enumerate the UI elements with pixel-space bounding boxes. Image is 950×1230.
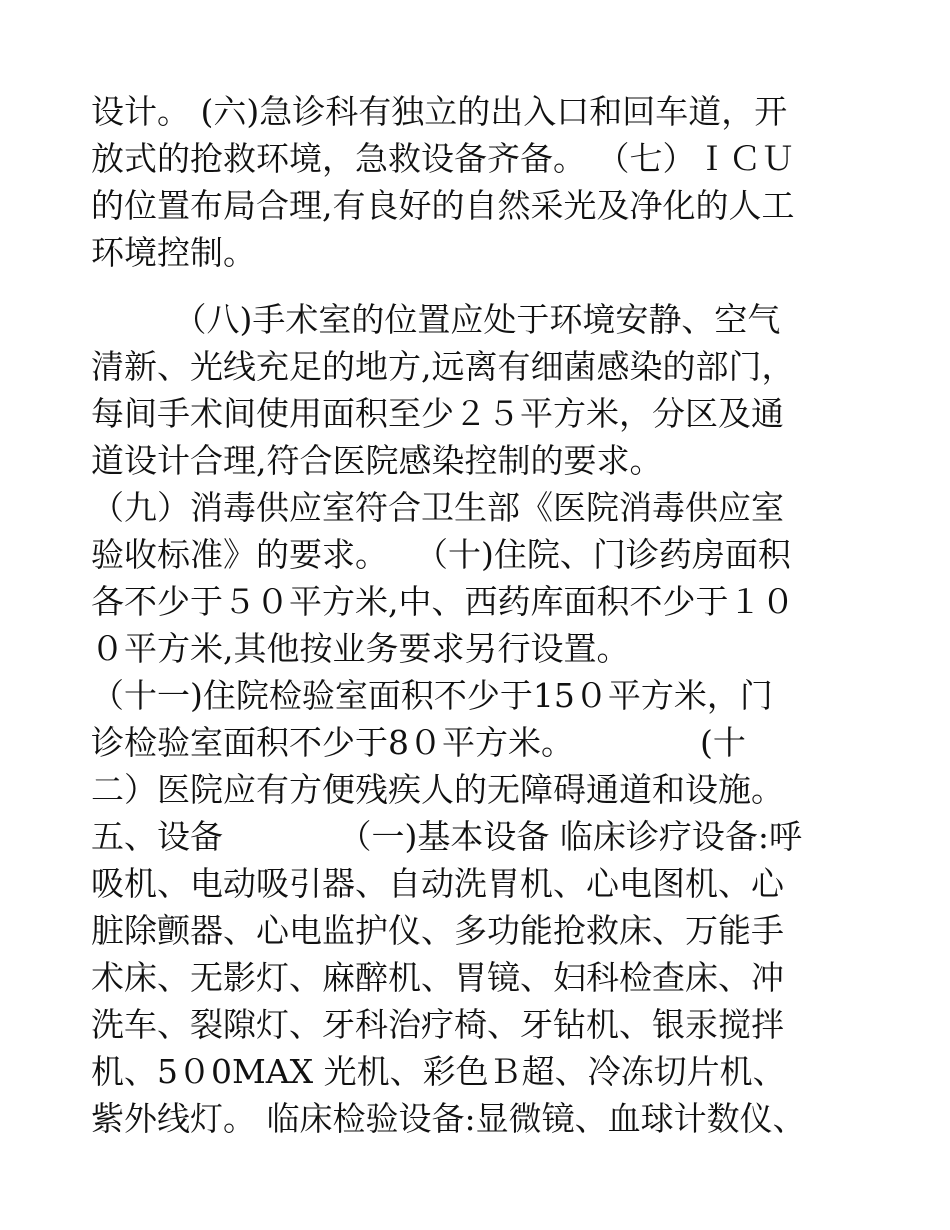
text-line: 各不少于５０平方米,中、西药库面积不少于１０	[91, 582, 795, 621]
paragraph-2	[91, 296, 861, 1142]
text-line: 洗车、裂隙灯、牙科治疗椅、牙钻机、银汞搅拌	[91, 1005, 784, 1044]
text-line: 道设计合理,符合医院感染控制的要求。	[91, 441, 663, 480]
text-line: 吸机、电动吸引器、自动洗胃机、心电图机、心	[91, 864, 784, 903]
text-line: 脏除颤器、心电监护仪、多功能抢救床、万能手	[91, 911, 784, 950]
paragraph-1	[91, 88, 861, 276]
text-line: 诊检验室面积不少于8０平方米。 (十	[91, 723, 746, 762]
text-line: 的位置布局合理,有良好的自然采光及净化的人工	[91, 186, 795, 225]
text-line: ０平方米,其他按业务要求另行设置。	[91, 629, 630, 668]
text-line: （九）消毒供应室符合卫生部《医院消毒供应室	[91, 488, 784, 527]
text-line: 紫外线灯。 临床检验设备:显微镜、血球计数仪、	[91, 1099, 806, 1138]
text-line: 每间手术间使用面积至少２５平方米，分区及通	[91, 394, 784, 433]
text-line: （十一)住院检验室面积不少于15０平方米，门	[91, 676, 773, 715]
text-line: 验收标准》的要求。 （十)住院、门诊药房面积	[91, 535, 791, 574]
text-line: 机、5０0MAX 光机、彩色Ｂ超、冷冻切片机、	[91, 1052, 786, 1091]
text-line: 术床、无影灯、麻醉机、胃镜、妇科检查床、冲	[91, 958, 784, 997]
text-line: 环境控制。	[91, 233, 256, 272]
text-line: 清新、光线充足的地方,远离有细菌感染的部门，	[91, 347, 795, 386]
text-line: （八)手术室的位置应处于环境安静、空气	[91, 300, 781, 339]
text-line: 二）医院应有方便残疾人的无障碍通道和设施。	[91, 770, 784, 809]
text-line: 设计。 (六)急诊科有独立的出入口和回车道，开	[91, 92, 788, 131]
text-line: 五、设备 （一)基本设备 临床诊疗设备:呼	[91, 817, 802, 856]
text-line: 放式的抢救环境，急救设备齐备。 （七）ＩＣＵ	[91, 139, 795, 178]
